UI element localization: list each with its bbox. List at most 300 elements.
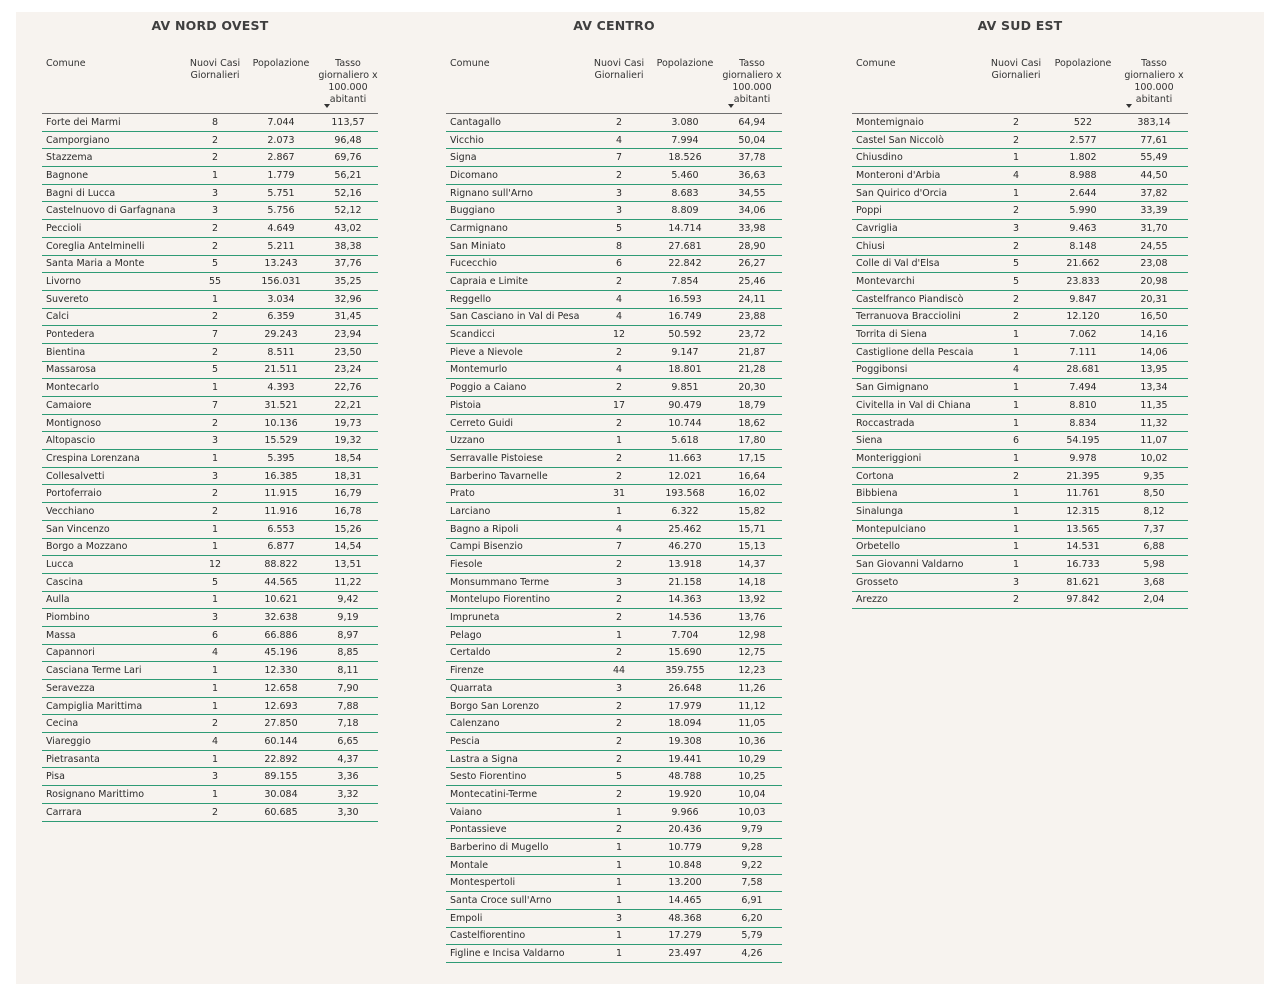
- cell-popolazione: 16.385: [244, 467, 318, 485]
- cell-popolazione: 9.851: [648, 379, 722, 397]
- cell-tasso: 23,88: [722, 308, 782, 326]
- table-row: [852, 485, 1188, 503]
- cell-nuovi-casi: 2: [590, 609, 648, 627]
- cell-comune: Chiusi: [852, 237, 986, 255]
- cell-nuovi-casi: 2: [590, 556, 648, 574]
- cell-comune: Camporgiano: [42, 131, 186, 149]
- header-nuovi-casi: Nuovi Casi Giornalieri: [593, 58, 645, 81]
- table-row: [42, 343, 378, 361]
- cell-popolazione: 19.920: [648, 786, 722, 804]
- table-row: [446, 856, 782, 874]
- cell-nuovi-casi: 5: [986, 255, 1046, 273]
- table-row: [852, 290, 1188, 308]
- table-row: [42, 626, 378, 644]
- cell-nuovi-casi: 2: [590, 821, 648, 839]
- cell-popolazione: 5.756: [244, 202, 318, 220]
- cell-popolazione: 7.994: [648, 131, 722, 149]
- cell-comune: Reggello: [446, 290, 590, 308]
- cell-popolazione: 11.761: [1046, 485, 1120, 503]
- cell-comune: Serravalle Pistoiese: [446, 450, 590, 468]
- cell-popolazione: 9.847: [1046, 290, 1120, 308]
- cell-popolazione: 16.749: [648, 308, 722, 326]
- cell-tasso: 13,34: [1120, 379, 1188, 397]
- cell-tasso: 6,20: [722, 909, 782, 927]
- cell-comune: Borgo a Mozzano: [42, 538, 186, 556]
- cell-popolazione: 26.648: [648, 680, 722, 698]
- cell-tasso: 6,88: [1120, 538, 1188, 556]
- cell-popolazione: 5.618: [648, 432, 722, 450]
- cell-tasso: 5,98: [1120, 556, 1188, 574]
- cell-nuovi-casi: 2: [590, 715, 648, 733]
- cell-comune: Figline e Incisa Valdarno: [446, 945, 590, 963]
- cell-tasso: 44,50: [1120, 167, 1188, 185]
- cell-popolazione: 17.279: [648, 927, 722, 945]
- cell-tasso: 15,71: [722, 520, 782, 538]
- cell-comune: Massarosa: [42, 361, 186, 379]
- cell-comune: Quarrata: [446, 680, 590, 698]
- table-row: [852, 202, 1188, 220]
- cell-comune: Bagno a Ripoli: [446, 520, 590, 538]
- cell-tasso: 15,26: [318, 520, 378, 538]
- cell-tasso: 23,50: [318, 343, 378, 361]
- table-row: [852, 114, 1188, 131]
- cell-tasso: 19,73: [318, 414, 378, 432]
- cell-popolazione: 28.681: [1046, 361, 1120, 379]
- cases-table: [852, 114, 1188, 609]
- cell-comune: Vicchio: [446, 131, 590, 149]
- table-row: [446, 892, 782, 910]
- cell-tasso: 55,49: [1120, 149, 1188, 167]
- cell-tasso: 7,37: [1120, 520, 1188, 538]
- cell-tasso: 64,94: [722, 114, 782, 131]
- table-row: [42, 308, 378, 326]
- sort-desc-icon[interactable]: [324, 104, 330, 108]
- cell-popolazione: 21.662: [1046, 255, 1120, 273]
- cell-comune: Castelfranco Piandiscò: [852, 290, 986, 308]
- cell-tasso: 16,02: [722, 485, 782, 503]
- cell-tasso: 7,90: [318, 680, 378, 698]
- cell-tasso: 77,61: [1120, 131, 1188, 149]
- cell-popolazione: 522: [1046, 114, 1120, 131]
- cell-nuovi-casi: 1: [590, 856, 648, 874]
- cell-tasso: 36,63: [722, 167, 782, 185]
- cell-tasso: 15,13: [722, 538, 782, 556]
- table-row: [446, 697, 782, 715]
- cell-nuovi-casi: 2: [590, 697, 648, 715]
- cell-tasso: 69,76: [318, 149, 378, 167]
- cell-popolazione: 81.621: [1046, 573, 1120, 591]
- cell-popolazione: 60.144: [244, 733, 318, 751]
- cell-comune: Capannori: [42, 644, 186, 662]
- cell-comune: Pieve a Nievole: [446, 343, 590, 361]
- cell-comune: Cascina: [42, 573, 186, 591]
- table-row: [446, 874, 782, 892]
- cell-popolazione: 5.211: [244, 237, 318, 255]
- cell-comune: Viareggio: [42, 733, 186, 751]
- cell-tasso: 37,78: [722, 149, 782, 167]
- cell-nuovi-casi: 2: [186, 237, 244, 255]
- cell-nuovi-casi: 55: [186, 273, 244, 291]
- cell-popolazione: 1.802: [1046, 149, 1120, 167]
- cell-nuovi-casi: 5: [986, 273, 1046, 291]
- cell-tasso: 37,82: [1120, 184, 1188, 202]
- table-row: [446, 450, 782, 468]
- cell-nuovi-casi: 3: [590, 184, 648, 202]
- cell-nuovi-casi: 7: [590, 149, 648, 167]
- cell-tasso: 31,45: [318, 308, 378, 326]
- cell-tasso: 10,25: [722, 768, 782, 786]
- table-row: [42, 220, 378, 238]
- table-row: [446, 786, 782, 804]
- cell-tasso: 10,36: [722, 733, 782, 751]
- cell-nuovi-casi: 2: [590, 414, 648, 432]
- cell-tasso: 9,22: [722, 856, 782, 874]
- cell-popolazione: 3.034: [244, 290, 318, 308]
- table-row: [446, 662, 782, 680]
- cell-nuovi-casi: 5: [590, 220, 648, 238]
- cell-tasso: 14,06: [1120, 343, 1188, 361]
- table-row: [42, 644, 378, 662]
- cell-popolazione: 6.322: [648, 503, 722, 521]
- table-row: [446, 237, 782, 255]
- cell-popolazione: 48.368: [648, 909, 722, 927]
- cell-nuovi-casi: 4: [986, 167, 1046, 185]
- cell-tasso: 21,87: [722, 343, 782, 361]
- cell-tasso: 18,62: [722, 414, 782, 432]
- cell-popolazione: 10.136: [244, 414, 318, 432]
- cell-comune: Firenze: [446, 662, 590, 680]
- table-row: [446, 538, 782, 556]
- cell-nuovi-casi: 7: [186, 326, 244, 344]
- table-row: [446, 220, 782, 238]
- cell-popolazione: 97.842: [1046, 591, 1120, 609]
- cell-tasso: 16,78: [318, 503, 378, 521]
- cell-nuovi-casi: 2: [590, 591, 648, 609]
- cell-nuovi-casi: 1: [590, 874, 648, 892]
- cell-nuovi-casi: 1: [986, 397, 1046, 415]
- cell-nuovi-casi: 3: [186, 609, 244, 627]
- cell-comune: Montecarlo: [42, 379, 186, 397]
- cell-comune: Casciana Terme Lari: [42, 662, 186, 680]
- cell-tasso: 23,24: [318, 361, 378, 379]
- cell-popolazione: 31.521: [244, 397, 318, 415]
- cell-popolazione: 50.592: [648, 326, 722, 344]
- cell-popolazione: 12.120: [1046, 308, 1120, 326]
- table-row: [42, 768, 378, 786]
- cell-popolazione: 21.158: [648, 573, 722, 591]
- cell-popolazione: 7.062: [1046, 326, 1120, 344]
- cell-nuovi-casi: 6: [986, 432, 1046, 450]
- table-row: [42, 609, 378, 627]
- table-row: [446, 379, 782, 397]
- cell-popolazione: 18.526: [648, 149, 722, 167]
- cell-comune: Forte dei Marmi: [42, 114, 186, 131]
- cell-nuovi-casi: 2: [590, 114, 648, 131]
- cell-popolazione: 22.892: [244, 750, 318, 768]
- cell-nuovi-casi: 2: [590, 467, 648, 485]
- cell-nuovi-casi: 1: [986, 379, 1046, 397]
- cell-nuovi-casi: 2: [590, 733, 648, 751]
- cell-tasso: 14,37: [722, 556, 782, 574]
- table-row: [446, 361, 782, 379]
- cell-popolazione: 9.966: [648, 803, 722, 821]
- cell-tasso: 9,35: [1120, 467, 1188, 485]
- table-row: [446, 273, 782, 291]
- cell-comune: Cortona: [852, 467, 986, 485]
- cell-tasso: 38,38: [318, 237, 378, 255]
- cases-table: [42, 114, 378, 822]
- cell-tasso: 23,08: [1120, 255, 1188, 273]
- cell-comune: Pontassieve: [446, 821, 590, 839]
- cell-comune: Campi Bisenzio: [446, 538, 590, 556]
- sort-desc-icon[interactable]: [728, 104, 734, 108]
- table-row: [42, 114, 378, 131]
- cell-nuovi-casi: 3: [986, 573, 1046, 591]
- cell-comune: Bientina: [42, 343, 186, 361]
- cell-nuovi-casi: 3: [186, 202, 244, 220]
- cell-comune: Sesto Fiorentino: [446, 768, 590, 786]
- cell-nuovi-casi: 3: [186, 768, 244, 786]
- cell-comune: Vaiano: [446, 803, 590, 821]
- cell-tasso: 11,26: [722, 680, 782, 698]
- cell-tasso: 3,32: [318, 786, 378, 804]
- cell-nuovi-casi: 17: [590, 397, 648, 415]
- table-row: [852, 503, 1188, 521]
- table-row: [42, 680, 378, 698]
- cell-tasso: 11,05: [722, 715, 782, 733]
- cell-comune: Montemurlo: [446, 361, 590, 379]
- cell-comune: Stazzema: [42, 149, 186, 167]
- cell-tasso: 6,91: [722, 892, 782, 910]
- cell-tasso: 8,85: [318, 644, 378, 662]
- cell-comune: Monteriggioni: [852, 450, 986, 468]
- cell-nuovi-casi: 2: [590, 644, 648, 662]
- cell-tasso: 16,64: [722, 467, 782, 485]
- cell-nuovi-casi: 1: [986, 520, 1046, 538]
- cell-nuovi-casi: 2: [186, 131, 244, 149]
- cell-nuovi-casi: 2: [186, 343, 244, 361]
- cell-tasso: 8,50: [1120, 485, 1188, 503]
- cell-nuovi-casi: 1: [590, 892, 648, 910]
- cell-nuovi-casi: 3: [986, 220, 1046, 238]
- cell-tasso: 11,22: [318, 573, 378, 591]
- cell-nuovi-casi: 1: [186, 167, 244, 185]
- cell-comune: Seravezza: [42, 680, 186, 698]
- table-row: [42, 556, 378, 574]
- cell-comune: Montemignaio: [852, 114, 986, 131]
- cell-tasso: 3,36: [318, 768, 378, 786]
- cell-comune: Orbetello: [852, 538, 986, 556]
- cell-nuovi-casi: 1: [186, 290, 244, 308]
- table-row: [852, 343, 1188, 361]
- cell-popolazione: 8.834: [1046, 414, 1120, 432]
- cell-tasso: 34,55: [722, 184, 782, 202]
- cell-popolazione: 7.704: [648, 626, 722, 644]
- cell-nuovi-casi: 12: [186, 556, 244, 574]
- cell-nuovi-casi: 8: [186, 114, 244, 131]
- cell-popolazione: 2.073: [244, 131, 318, 149]
- cell-tasso: 9,79: [722, 821, 782, 839]
- cell-comune: Larciano: [446, 503, 590, 521]
- cell-tasso: 10,29: [722, 750, 782, 768]
- panel-title: AV CENTRO: [573, 18, 655, 33]
- cell-nuovi-casi: 12: [590, 326, 648, 344]
- cell-popolazione: 12.330: [244, 662, 318, 680]
- table-row: [42, 273, 378, 291]
- cell-popolazione: 7.044: [244, 114, 318, 131]
- cell-popolazione: 6.553: [244, 520, 318, 538]
- cell-nuovi-casi: 1: [986, 556, 1046, 574]
- cell-popolazione: 89.155: [244, 768, 318, 786]
- table-row: [42, 255, 378, 273]
- cell-popolazione: 6.359: [244, 308, 318, 326]
- cell-tasso: 10,03: [722, 803, 782, 821]
- cell-popolazione: 2.867: [244, 149, 318, 167]
- cell-tasso: 383,14: [1120, 114, 1188, 131]
- cell-comune: San Gimignano: [852, 379, 986, 397]
- cell-popolazione: 27.681: [648, 237, 722, 255]
- cell-tasso: 10,04: [722, 786, 782, 804]
- cell-popolazione: 45.196: [244, 644, 318, 662]
- cell-comune: Uzzano: [446, 432, 590, 450]
- table-row: [42, 503, 378, 521]
- cell-comune: Sinalunga: [852, 503, 986, 521]
- cell-tasso: 25,46: [722, 273, 782, 291]
- cell-comune: Terranuova Bracciolini: [852, 308, 986, 326]
- cell-comune: Livorno: [42, 273, 186, 291]
- table-row: [42, 467, 378, 485]
- table-row: [42, 361, 378, 379]
- table-row: [42, 662, 378, 680]
- panel-title: AV NORD OVEST: [151, 18, 269, 33]
- cell-popolazione: 16.733: [1046, 556, 1120, 574]
- cell-tasso: 50,04: [722, 131, 782, 149]
- table-row: [446, 290, 782, 308]
- cell-tasso: 11,35: [1120, 397, 1188, 415]
- cell-nuovi-casi: 1: [590, 432, 648, 450]
- cell-comune: San Vincenzo: [42, 520, 186, 538]
- cell-tasso: 16,50: [1120, 308, 1188, 326]
- cell-popolazione: 23.833: [1046, 273, 1120, 291]
- cell-nuovi-casi: 2: [590, 750, 648, 768]
- cell-nuovi-casi: 4: [186, 733, 244, 751]
- cell-comune: Empoli: [446, 909, 590, 927]
- cell-popolazione: 90.479: [648, 397, 722, 415]
- cell-popolazione: 5.751: [244, 184, 318, 202]
- header-popolazione: Popolazione: [656, 58, 714, 69]
- table-row: [446, 644, 782, 662]
- sort-desc-icon[interactable]: [1126, 104, 1132, 108]
- table-row: [42, 697, 378, 715]
- cell-comune: Lucca: [42, 556, 186, 574]
- cell-nuovi-casi: 2: [186, 308, 244, 326]
- cell-popolazione: 19.441: [648, 750, 722, 768]
- cell-nuovi-casi: 2: [986, 467, 1046, 485]
- cell-comune: Suvereto: [42, 290, 186, 308]
- cell-popolazione: 66.886: [244, 626, 318, 644]
- cell-comune: Barberino Tavarnelle: [446, 467, 590, 485]
- table-row: [852, 538, 1188, 556]
- cell-comune: Castel San Niccolò: [852, 131, 986, 149]
- cell-comune: Pistoia: [446, 397, 590, 415]
- cell-popolazione: 18.801: [648, 361, 722, 379]
- cell-tasso: 13,76: [722, 609, 782, 627]
- table-row: [42, 237, 378, 255]
- cell-nuovi-casi: 31: [590, 485, 648, 503]
- cell-popolazione: 32.638: [244, 609, 318, 627]
- cell-tasso: 31,70: [1120, 220, 1188, 238]
- cell-comune: Monsummano Terme: [446, 573, 590, 591]
- table-row: [42, 803, 378, 821]
- cell-nuovi-casi: 3: [590, 680, 648, 698]
- table-row: [446, 149, 782, 167]
- header-tasso: Tasso giornaliero x 100.000 abitanti: [722, 58, 782, 105]
- cell-tasso: 43,02: [318, 220, 378, 238]
- cell-nuovi-casi: 2: [590, 273, 648, 291]
- cell-nuovi-casi: 2: [986, 237, 1046, 255]
- cell-comune: Massa: [42, 626, 186, 644]
- cell-popolazione: 4.393: [244, 379, 318, 397]
- cell-nuovi-casi: 3: [186, 467, 244, 485]
- cell-comune: San Miniato: [446, 237, 590, 255]
- cell-tasso: 34,06: [722, 202, 782, 220]
- table-row: [852, 220, 1188, 238]
- cell-tasso: 17,80: [722, 432, 782, 450]
- cell-nuovi-casi: 1: [986, 326, 1046, 344]
- cell-comune: Montepulciano: [852, 520, 986, 538]
- cell-popolazione: 2.644: [1046, 184, 1120, 202]
- cell-tasso: 26,27: [722, 255, 782, 273]
- cell-comune: San Quirico d'Orcia: [852, 184, 986, 202]
- cell-tasso: 3,30: [318, 803, 378, 821]
- cell-popolazione: 10.744: [648, 414, 722, 432]
- cell-tasso: 3,68: [1120, 573, 1188, 591]
- cell-comune: Certaldo: [446, 644, 590, 662]
- cell-popolazione: 5.460: [648, 167, 722, 185]
- cell-nuovi-casi: 1: [986, 414, 1046, 432]
- cell-comune: Campiglia Marittima: [42, 697, 186, 715]
- cell-nuovi-casi: 2: [186, 715, 244, 733]
- cell-nuovi-casi: 4: [590, 131, 648, 149]
- table-row: [42, 715, 378, 733]
- cell-comune: Calenzano: [446, 715, 590, 733]
- table-row: [42, 149, 378, 167]
- cell-comune: Peccioli: [42, 220, 186, 238]
- cell-comune: Castelfiorentino: [446, 927, 590, 945]
- cell-nuovi-casi: 3: [186, 432, 244, 450]
- cell-tasso: 4,37: [318, 750, 378, 768]
- cell-nuovi-casi: 3: [590, 573, 648, 591]
- table-row: [446, 167, 782, 185]
- cell-popolazione: 9.978: [1046, 450, 1120, 468]
- table-row: [852, 556, 1188, 574]
- cell-nuovi-casi: 5: [186, 573, 244, 591]
- cell-comune: Rosignano Marittimo: [42, 786, 186, 804]
- cell-popolazione: 17.979: [648, 697, 722, 715]
- cell-comune: Torrita di Siena: [852, 326, 986, 344]
- cell-popolazione: 14.714: [648, 220, 722, 238]
- cell-nuovi-casi: 1: [186, 662, 244, 680]
- cell-comune: Dicomano: [446, 167, 590, 185]
- cell-tasso: 22,21: [318, 397, 378, 415]
- cell-tasso: 5,79: [722, 927, 782, 945]
- panel-title: AV SUD EST: [977, 18, 1063, 33]
- cell-comune: Montignoso: [42, 414, 186, 432]
- cell-popolazione: 13.200: [648, 874, 722, 892]
- cell-comune: Carrara: [42, 803, 186, 821]
- table-row: [42, 290, 378, 308]
- cell-comune: Lastra a Signa: [446, 750, 590, 768]
